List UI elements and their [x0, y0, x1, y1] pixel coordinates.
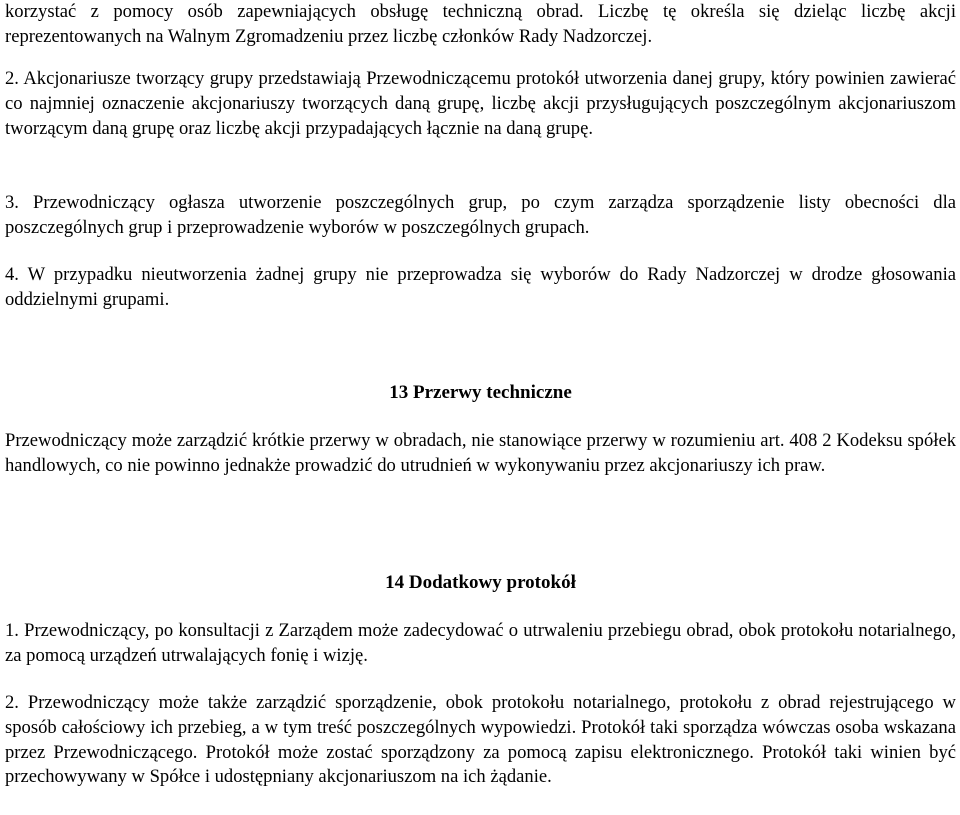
paragraph-1-recording: 1. Przewodniczący, po konsultacji z Zarządem może zadecydować o utrwaleniu przebiegu obrad, obok protokołu notarialnego, za pomocą urządzeń utrwalających fonię i wizję.: [5, 620, 956, 666]
paragraph-2-groups-protocol: 2. Akcjonariusze tworzący grupy przedstawiają Przewodniczącemu protokół utworzenia danej grupy, który powinien zawierać co najmniej oznaczenie akcjonariuszy tworzących daną grupę, liczbę akcji przysługujących poszczególnym akcjonariuszom tworzącym daną grupę oraz liczbę akcji przypadających łącznie na daną grupę.: [5, 68, 956, 139]
section-heading-13: 13 Przerwy techniczne: [389, 382, 572, 403]
paragraph-continuation: korzystać z pomocy osób zapewniających obsługę techniczną obrad. Liczbę tę określa się dzieląc liczbę akcji reprezentowanych na Walnym Zgromadzeniu przez liczbę członków Rady Nadzorczej.: [5, 1, 956, 47]
paragraph-4-no-groups: 4. W przypadku nieutworzenia żadnej grupy nie przeprowadza się wyborów do Rady Nadzorczej w drodze głosowania oddzielnymi grupami.: [5, 264, 956, 310]
paragraph-2-additional-protocol: 2. Przewodniczący może także zarządzić sporządzenie, obok protokołu notarialnego, protokołu z obrad rejestrującego w sposób całościowy ich przebieg, a w tym treść poszczególnych wypowiedzi. Protokół taki sporządza wówczas osoba wskazana przez Przewodniczącego. Protokół może zostać sporządzony za pomocą zapisu elektronicznego. Protokół taki winien być przechowywany w Spółce i udostępniany akcjonariuszom na ich żądanie.: [5, 692, 956, 788]
paragraph-technical-breaks: Przewodniczący może zarządzić krótkie przerwy w obradach, nie stanowiące przerwy w rozumieniu art. 408 2 Kodeksu spółek handlowych, co nie powinno jednakże prowadzić do utrudnień w wykonywaniu przez akcjonariuszy ich praw.: [5, 430, 956, 476]
section-heading-14: 14 Dodatkowy protokół: [385, 572, 576, 593]
paragraph-3-announce-groups: 3. Przewodniczący ogłasza utworzenie poszczególnych grup, po czym zarządza sporządzenie listy obecności dla poszczególnych grup i przeprowadzenie wyborów w poszczególnych grupach.: [5, 192, 956, 238]
